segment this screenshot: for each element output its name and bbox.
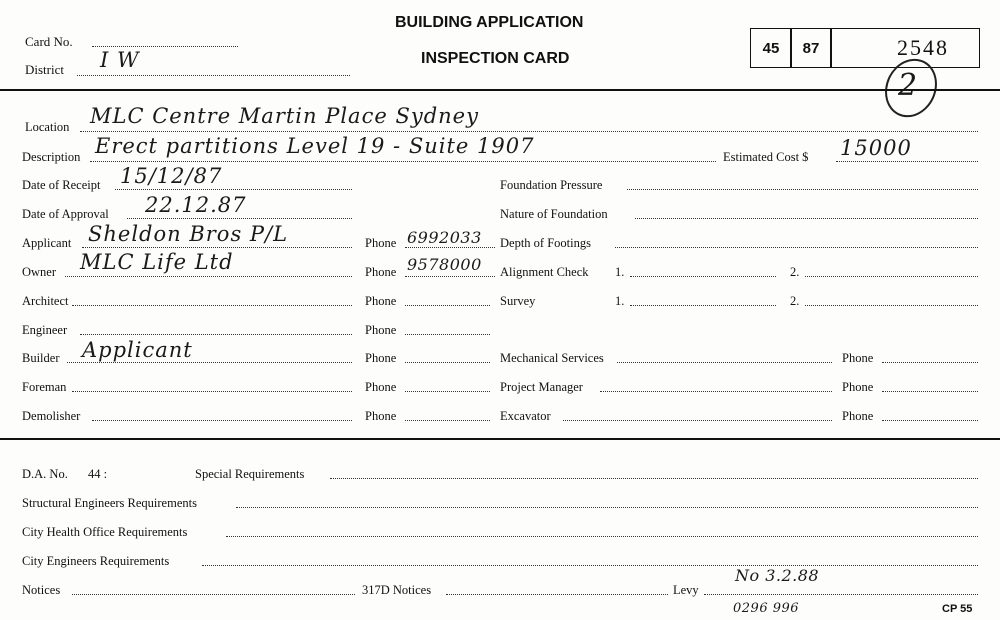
317d-label: 317D Notices — [362, 583, 432, 597]
excavator-label: Excavator — [500, 409, 551, 423]
nature-foundation-label: Nature of Foundation — [500, 207, 608, 221]
applicant-value: Sheldon Bros P/L — [88, 222, 289, 246]
levy-label: Levy — [673, 583, 699, 597]
engineer-label: Engineer — [22, 323, 68, 337]
owner-value: MLC Life Ltd — [80, 250, 234, 274]
owner-field[interactable] — [65, 276, 352, 277]
district-label: District — [25, 62, 64, 77]
builder-label: Builder — [22, 351, 60, 365]
da-no-value: 44 : — [88, 467, 108, 481]
foundation-pressure-field[interactable] — [627, 189, 978, 190]
alignment-field-1[interactable] — [630, 276, 776, 277]
circled-number: 2 — [898, 68, 919, 103]
owner-label: Owner — [22, 265, 57, 279]
date-approval-field[interactable] — [127, 218, 352, 219]
architect-field[interactable] — [72, 305, 352, 306]
form-subtitle: INSPECTION CARD — [421, 50, 570, 67]
location-field[interactable] — [80, 131, 978, 132]
estimated-cost-field[interactable] — [836, 161, 978, 162]
ref-box-2: 87 — [790, 28, 832, 68]
district-field[interactable] — [77, 75, 350, 76]
demolisher-phone-label: Phone — [365, 409, 397, 423]
project-manager-phone-label: Phone — [842, 380, 874, 394]
excavator-phone-label: Phone — [842, 409, 874, 423]
foreman-field[interactable] — [72, 391, 352, 392]
date-receipt-label: Date of Receipt — [22, 178, 101, 192]
317d-field[interactable] — [446, 594, 668, 595]
nature-foundation-field[interactable] — [635, 218, 978, 219]
ref-box-1: 45 — [750, 28, 792, 68]
card-no-field[interactable] — [92, 46, 238, 47]
mechanical-phone-label: Phone — [842, 351, 874, 365]
foreman-phone-field[interactable] — [405, 391, 490, 392]
builder-phone-label: Phone — [365, 351, 397, 365]
architect-label: Architect — [22, 294, 69, 308]
survey-field-2[interactable] — [805, 305, 978, 306]
alignment-num-1: 1. — [615, 265, 625, 279]
date-receipt-field[interactable] — [115, 189, 352, 190]
alignment-check-label: Alignment Check — [500, 265, 589, 279]
levy-field[interactable] — [704, 594, 978, 595]
project-manager-field[interactable] — [600, 391, 832, 392]
project-manager-phone-field[interactable] — [882, 391, 978, 392]
survey-label: Survey — [500, 294, 536, 308]
location-value: MLC Centre Martin Place Sydney — [90, 104, 479, 128]
demolisher-label: Demolisher — [22, 409, 81, 423]
structural-label: Structural Engineers Requirements — [22, 496, 197, 510]
date-receipt-value: 15/12/87 — [120, 164, 223, 188]
form-title: BUILDING APPLICATION — [395, 14, 584, 31]
date-approval-label: Date of Approval — [22, 207, 109, 221]
demolisher-field[interactable] — [92, 420, 352, 421]
levy-value: No 3.2.88 — [735, 566, 820, 585]
depth-footings-label: Depth of Footings — [500, 236, 591, 250]
foreman-label: Foreman — [22, 380, 67, 394]
builder-phone-field[interactable] — [405, 362, 490, 363]
owner-phone-label: Phone — [365, 265, 397, 279]
mechanical-field[interactable] — [617, 362, 832, 363]
notices-field[interactable] — [72, 594, 355, 595]
health-field[interactable] — [226, 536, 978, 537]
applicant-field[interactable] — [82, 247, 352, 248]
foundation-pressure-label: Foundation Pressure — [500, 178, 603, 192]
project-manager-label: Project Manager — [500, 380, 583, 394]
survey-num-1: 1. — [615, 294, 625, 308]
special-req-field[interactable] — [330, 478, 978, 479]
builder-field[interactable] — [67, 362, 352, 363]
special-req-label: Special Requirements — [195, 467, 305, 481]
builder-value: Applicant — [82, 338, 193, 362]
top-divider — [0, 89, 1000, 91]
description-field[interactable] — [90, 161, 716, 162]
structural-field[interactable] — [236, 507, 978, 508]
ref-box-3: 2548 — [830, 28, 980, 68]
engineer-field[interactable] — [80, 334, 352, 335]
owner-phone-value: 9578000 — [407, 255, 482, 274]
notices-label: Notices — [22, 583, 61, 597]
district-value: I W — [100, 48, 140, 72]
date-approval-value: 22.12.87 — [145, 193, 247, 217]
alignment-num-2: 2. — [790, 265, 800, 279]
description-label: Description — [22, 150, 81, 164]
alignment-field-2[interactable] — [805, 276, 978, 277]
demolisher-phone-field[interactable] — [405, 420, 490, 421]
applicant-phone-label: Phone — [365, 236, 397, 250]
estimated-cost-value: 15000 — [840, 136, 912, 160]
owner-phone-field[interactable] — [405, 276, 495, 277]
architect-phone-label: Phone — [365, 294, 397, 308]
city-eng-field[interactable] — [202, 565, 978, 566]
depth-footings-field[interactable] — [615, 247, 978, 248]
middle-divider — [0, 438, 1000, 440]
excavator-field[interactable] — [563, 420, 832, 421]
city-eng-label: City Engineers Requirements — [22, 554, 170, 568]
applicant-phone-field[interactable] — [405, 247, 495, 248]
da-no-label: D.A. No. — [22, 467, 68, 481]
health-label: City Health Office Requirements — [22, 525, 188, 539]
foreman-phone-label: Phone — [365, 380, 397, 394]
footer-number: 0296 996 — [733, 601, 800, 616]
survey-field-1[interactable] — [630, 305, 776, 306]
survey-num-2: 2. — [790, 294, 800, 308]
applicant-phone-value: 6992033 — [407, 228, 482, 247]
card-no-label: Card No. — [25, 34, 73, 49]
engineer-phone-label: Phone — [365, 323, 397, 337]
engineer-phone-field[interactable] — [405, 334, 490, 335]
excavator-phone-field[interactable] — [882, 420, 978, 421]
description-value: Erect partitions Level 19 - Suite 1907 — [95, 134, 535, 158]
mechanical-phone-field[interactable] — [882, 362, 978, 363]
form-code: CP 55 — [942, 603, 973, 615]
mechanical-label: Mechanical Services — [500, 351, 604, 365]
applicant-label: Applicant — [22, 236, 72, 250]
estimated-cost-label: Estimated Cost $ — [723, 150, 809, 164]
location-label: Location — [25, 120, 70, 134]
architect-phone-field[interactable] — [405, 305, 490, 306]
